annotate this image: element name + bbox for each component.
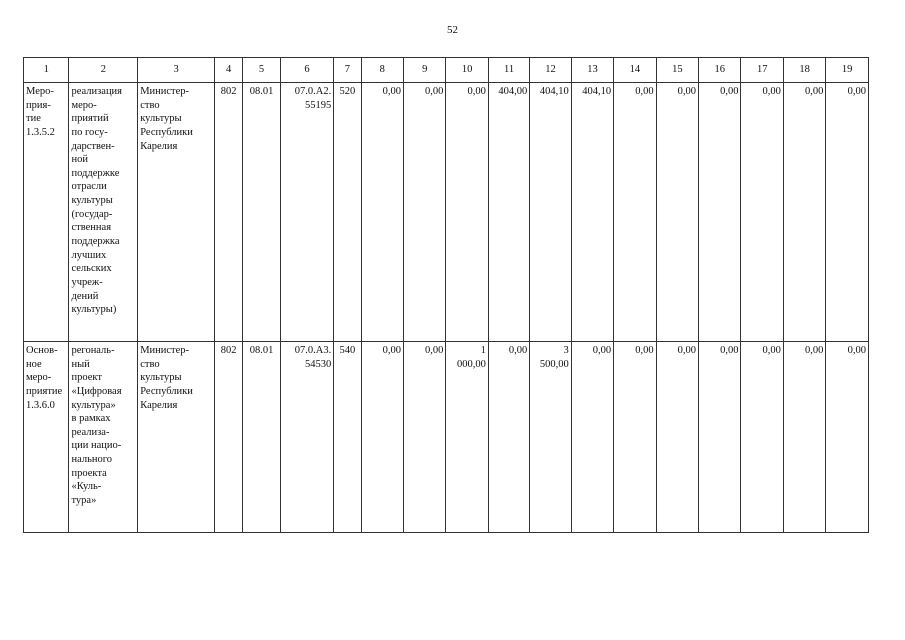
column-number-header: 17 xyxy=(741,58,783,83)
measure-cell-line: тие xyxy=(26,113,41,125)
measure-cell-line: прия- xyxy=(26,99,51,111)
amount-cell xyxy=(571,83,613,342)
description-cell-line: регональ- xyxy=(71,345,115,356)
column-number-header: 2 xyxy=(69,58,138,83)
description-cell-line: отрасли xyxy=(71,181,107,193)
column-number-header: 8 xyxy=(361,58,403,83)
description-cell-line: ный xyxy=(71,358,90,370)
description-cell-line: нального xyxy=(71,454,113,466)
description-cell-line: сельских xyxy=(71,263,112,275)
amount-cell-line: 0,00 xyxy=(425,86,444,97)
description-cell-line: дений xyxy=(71,290,99,302)
description-cell-line: реализация xyxy=(71,86,123,97)
table-row xyxy=(24,342,869,533)
ministry-cell-line: Министер- xyxy=(140,86,190,97)
amount-cell-line: 0,00 xyxy=(720,86,739,97)
column-number-header: 7 xyxy=(334,58,361,83)
description-cell-line: тура» xyxy=(71,495,97,507)
description-cell-line: «Куль- xyxy=(71,481,102,493)
description-cell xyxy=(69,83,138,342)
grbs-code-cell: 802 xyxy=(215,83,243,342)
column-number-header: 4 xyxy=(215,58,243,83)
amount-cell-line: 0,00 xyxy=(382,86,401,97)
amount-cell-line: 500,00 xyxy=(539,358,569,370)
column-number-header: 1 xyxy=(24,58,69,83)
measure-cell xyxy=(24,342,69,533)
amount-cell xyxy=(656,342,698,533)
ministry-cell-line: Республики xyxy=(140,126,193,138)
amount-cell-line: 0,00 xyxy=(847,86,866,97)
amount-cell xyxy=(656,83,698,342)
amount-cell xyxy=(783,342,825,533)
amount-cell xyxy=(488,342,529,533)
amount-cell xyxy=(361,83,403,342)
description-cell-line: ной xyxy=(71,154,88,166)
amount-cell xyxy=(826,83,869,342)
target-article-cell-line: 54530 xyxy=(305,358,332,370)
ministry-cell-line: ство xyxy=(140,358,160,370)
amount-cell-line: 404,00 xyxy=(498,86,528,97)
column-number-header: 10 xyxy=(446,58,488,83)
grbs-code-cell: 802 xyxy=(215,342,243,533)
target-article-cell xyxy=(280,83,334,342)
amount-cell-line: 0,00 xyxy=(677,345,697,356)
column-number-header: 19 xyxy=(826,58,869,83)
amount-cell-line: 0,00 xyxy=(467,86,486,97)
amount-cell-line: 0,00 xyxy=(382,345,401,356)
measure-cell-line: приятие xyxy=(26,385,63,397)
amount-cell xyxy=(446,342,488,533)
description-cell-line: ции нацио- xyxy=(71,440,122,452)
header-row xyxy=(24,58,869,83)
description-cell-line: поддержка xyxy=(71,236,120,248)
column-number-header: 16 xyxy=(699,58,741,83)
description-cell-line: ственная xyxy=(71,222,112,234)
amount-cell-line: 0,00 xyxy=(635,86,654,97)
column-number-header: 5 xyxy=(243,58,280,83)
amount-cell-line: 000,00 xyxy=(456,358,486,370)
description-cell-line: меро- xyxy=(71,99,97,111)
column-number-header: 12 xyxy=(530,58,571,83)
ministry-cell xyxy=(138,83,215,342)
amount-cell xyxy=(741,83,783,342)
amount-cell xyxy=(783,83,825,342)
description-cell-line: учреж- xyxy=(71,276,103,288)
ministry-cell-line: Карелия xyxy=(140,140,178,152)
target-article-cell-line: 07.0.A2. xyxy=(294,86,332,97)
page-number: 52 xyxy=(447,24,458,36)
amount-cell xyxy=(699,342,741,533)
column-number-header: 6 xyxy=(280,58,334,83)
description-cell-line: проект xyxy=(71,372,102,384)
amount-cell-line: 0,00 xyxy=(804,345,824,356)
ministry-cell-line: культуры xyxy=(140,113,182,125)
description-cell-line: поддержке xyxy=(71,167,120,179)
description-cell-line: в рамках xyxy=(71,413,111,425)
measure-cell-line: ное xyxy=(26,358,42,370)
measure-cell-line: Основ- xyxy=(26,345,58,356)
amount-cell xyxy=(614,83,656,342)
amount-cell-line: 0,00 xyxy=(592,345,612,356)
column-number-header: 14 xyxy=(614,58,656,83)
column-number-header: 18 xyxy=(783,58,825,83)
table-body xyxy=(24,58,869,533)
amount-cell xyxy=(530,342,571,533)
description-cell-line: приятий xyxy=(71,113,109,125)
amount-cell xyxy=(826,342,869,533)
ministry-cell-line: ство xyxy=(140,99,160,111)
measure-cell-line: 1.3.6.0 xyxy=(26,399,55,411)
description-cell-line: реализа- xyxy=(71,426,110,438)
amount-cell xyxy=(614,342,656,533)
amount-cell xyxy=(741,342,783,533)
column-number-header: 3 xyxy=(138,58,215,83)
amount-cell-line: 3 xyxy=(563,345,569,356)
amount-cell-line: 1 xyxy=(480,345,486,356)
section-code-cell: 08.01 xyxy=(243,342,280,533)
description-cell-line: культуры) xyxy=(71,304,117,316)
amount-cell-line: 0,00 xyxy=(762,345,781,356)
amount-cell-line: 0,00 xyxy=(508,345,528,356)
description-cell-line: проекта xyxy=(71,467,107,479)
ministry-cell-line: Республики xyxy=(140,385,193,397)
description-cell-line: лучших xyxy=(71,249,107,261)
amount-cell-line: 404,10 xyxy=(582,86,612,97)
amount-cell-line: 0,00 xyxy=(635,345,654,356)
budget-table xyxy=(23,57,869,533)
expense-type-cell: 540 xyxy=(334,342,361,533)
amount-cell xyxy=(488,83,529,342)
description-cell-line: культура» xyxy=(71,399,116,411)
amount-cell xyxy=(403,83,445,342)
amount-cell xyxy=(361,342,403,533)
amount-cell-line: 0,00 xyxy=(677,86,697,97)
ministry-cell xyxy=(138,342,215,533)
description-cell xyxy=(69,342,138,533)
section-code-cell: 08.01 xyxy=(243,83,280,342)
expense-type-cell: 520 xyxy=(334,83,361,342)
amount-cell xyxy=(571,342,613,533)
measure-cell-line: меро- xyxy=(26,372,52,384)
measure-cell xyxy=(24,83,69,342)
description-cell-line: «Цифровая xyxy=(71,385,122,397)
amount-cell xyxy=(530,83,571,342)
description-cell-line: (государ- xyxy=(71,208,113,220)
table-row xyxy=(24,83,869,342)
description-cell-line: дарствен- xyxy=(71,140,115,152)
description-cell-line: по госу- xyxy=(71,126,108,138)
column-number-header: 9 xyxy=(403,58,445,83)
target-article-cell-line: 07.0.A3. xyxy=(294,345,332,356)
amount-cell xyxy=(446,83,488,342)
target-article-cell xyxy=(280,342,334,533)
amount-cell-line: 0,00 xyxy=(847,345,866,356)
amount-cell-line: 0,00 xyxy=(425,345,444,356)
amount-cell-line: 404,10 xyxy=(539,86,569,97)
amount-cell xyxy=(699,83,741,342)
amount-cell xyxy=(403,342,445,533)
ministry-cell-line: Министер- xyxy=(140,345,190,356)
ministry-cell-line: Карелия xyxy=(140,399,178,411)
target-article-cell-line: 55195 xyxy=(305,99,332,111)
amount-cell-line: 0,00 xyxy=(804,86,824,97)
ministry-cell-line: культуры xyxy=(140,372,182,384)
column-number-header: 13 xyxy=(571,58,613,83)
description-cell-line: культуры xyxy=(71,195,113,207)
amount-cell-line: 0,00 xyxy=(762,86,781,97)
column-number-header: 11 xyxy=(488,58,529,83)
amount-cell-line: 0,00 xyxy=(720,345,739,356)
measure-cell-line: 1.3.5.2 xyxy=(26,126,55,138)
measure-cell-line: Меро- xyxy=(26,86,54,97)
column-number-header: 15 xyxy=(656,58,698,83)
